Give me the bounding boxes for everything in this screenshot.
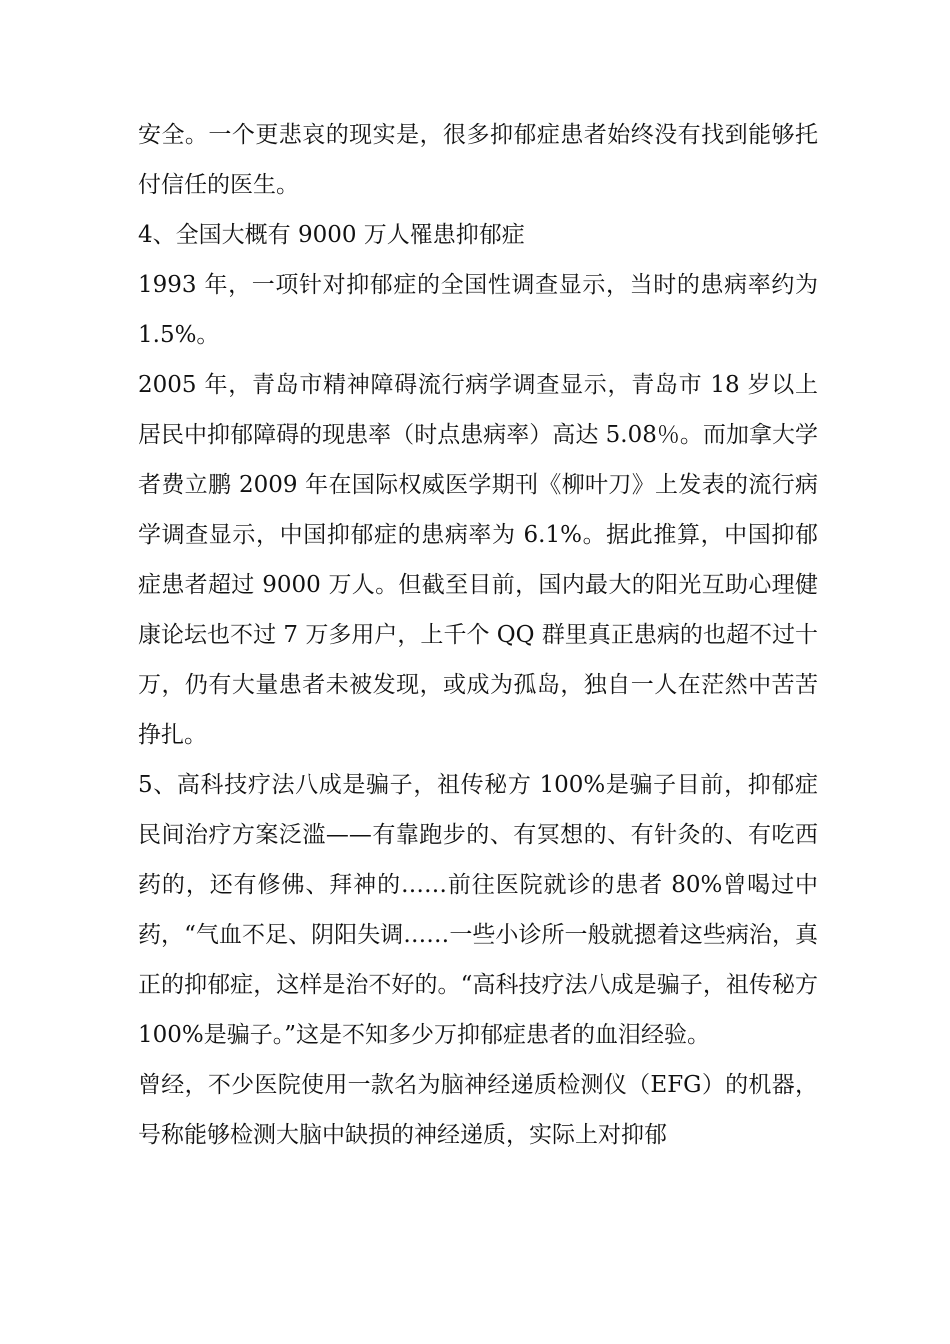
paragraph-2005-survey: 2005 年，青岛市精神障碍流行病学调查显示，青岛市 18 岁以上居民中抑郁障碍的现患率（时点患病率）高达 5.08％。而加拿大学者费立鹏 2009 年在国际权威医学期刊《柳叶刀》上发表的流行病学调查显示，中国抑郁症的患病率为 6.1%。据此推算，中国抑郁症患者超过 9000 万人。但截至目前，国内最大的阳光互助心理健康论坛也不过 7 万多用户，上千个 QQ 群里真正患病的也超不过十万，仍有大量患者未被发现，或成为孤岛，独自一人在茫然中苦苦挣扎。 <box>138 372 818 748</box>
document-body <box>138 110 818 1160</box>
section-heading-4: 4、全国大概有 9000 万人罹患抑郁症 <box>138 222 525 248</box>
paragraph-safety-doctors: 安全。一个更悲哀的现实是，很多抑郁症患者始终没有找到能够托付信任的医生。 <box>138 122 818 198</box>
section-paragraph-5: 5、高科技疗法八成是骗子，祖传秘方 100%是骗子目前，抑郁症民间治疗方案泛滥——有靠跑步的、有冥想的、有针灸的、有吃西药的，还有修佛、拜神的……前往医院就诊的患者 80%曾喝过中药，“气血不足、阴阳失调……一些小诊所一般就摁着这些病治，真正的抑郁症，这样是治不好的。“高科技疗法八成是骗子，祖传秘方 100%是骗子。”这是不知多少万抑郁症患者的血泪经验。 <box>138 772 818 1048</box>
paragraph-efg-device: 曾经，不少医院使用一款名为脑神经递质检测仪（EFG）的机器，号称能够检测大脑中缺损的神经递质，实际上对抑郁 <box>138 1072 818 1148</box>
paragraph-1993-survey: 1993 年，一项针对抑郁症的全国性调查显示，当时的患病率约为 1.5%。 <box>138 272 818 348</box>
